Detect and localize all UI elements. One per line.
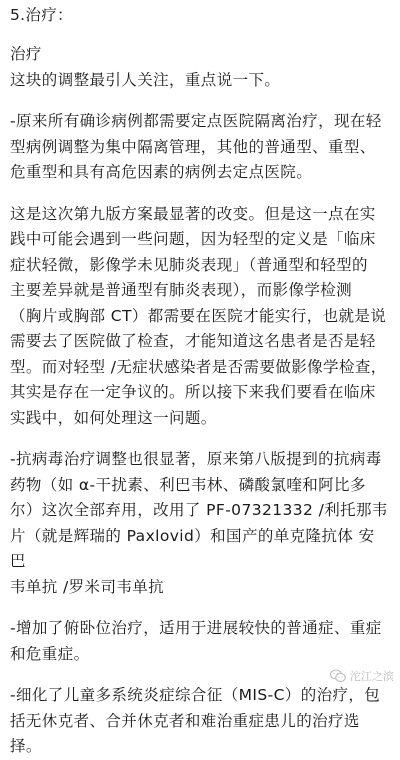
watermark-text: 沱江之滨 [350,670,394,683]
paragraph-intro: 治疗 这块的调整最引人关注，重点说一下。 [10,45,281,89]
paragraph-ninth-edition: 这是这次第九版方案最显著的改变。但是这一点在实 践中可能会遇到一些问题，因为轻型的定义是「临床 症状轻微，影像学未见肺炎表现」（普通型和轻型的 主要差异就是普通型有肺炎表现），而影像学检测 （胸片或胸部 CT）都需要在医院才能实行，也就是说 需要去了医院做了检查，才能知道这名患者是否是轻 型。而对轻型 /无症状感染者是否需要做影像学检查， 其实是存在一定争议的。所以接下来我们要看在临床 实践中，如何处理这一问题。 [10,204,387,427]
wechat-icon [330,669,346,683]
paragraph-mis-c: -细化了儿童多系统炎症综合征（MIS-C）的治疗，包 括无休克者、合并休克者和难治重症患儿的治疗选 择。 [10,686,381,755]
paragraph-isolation: -原来所有确诊病例都需要定点医院隔离治疗，现在轻 型病例调整为集中隔离管理，其他的普通型、重型、 危重型和具有高危因素的病例去定点医院。 [10,112,382,181]
paragraph-prone-position: -增加了俯卧位治疗，适用于进展较快的普通症、重症 和危重症。 [10,619,382,663]
section-title: 5.治疗： [10,6,73,24]
watermark [330,668,394,684]
paragraph-antiviral: -抗病毒治疗调整也很显著，原来第八版提到的抗病毒 药物（如 α-干扰素、利巴韦林、磷酸氯喹和阿比多 尔）这次全部弃用，改用了 PF-07321332 /利托那韦 片（就是辉瑞的 Paxlovid）和国产的单克隆抗体 安巴 韦单抗 /罗米司韦单抗 [10,450,388,596]
